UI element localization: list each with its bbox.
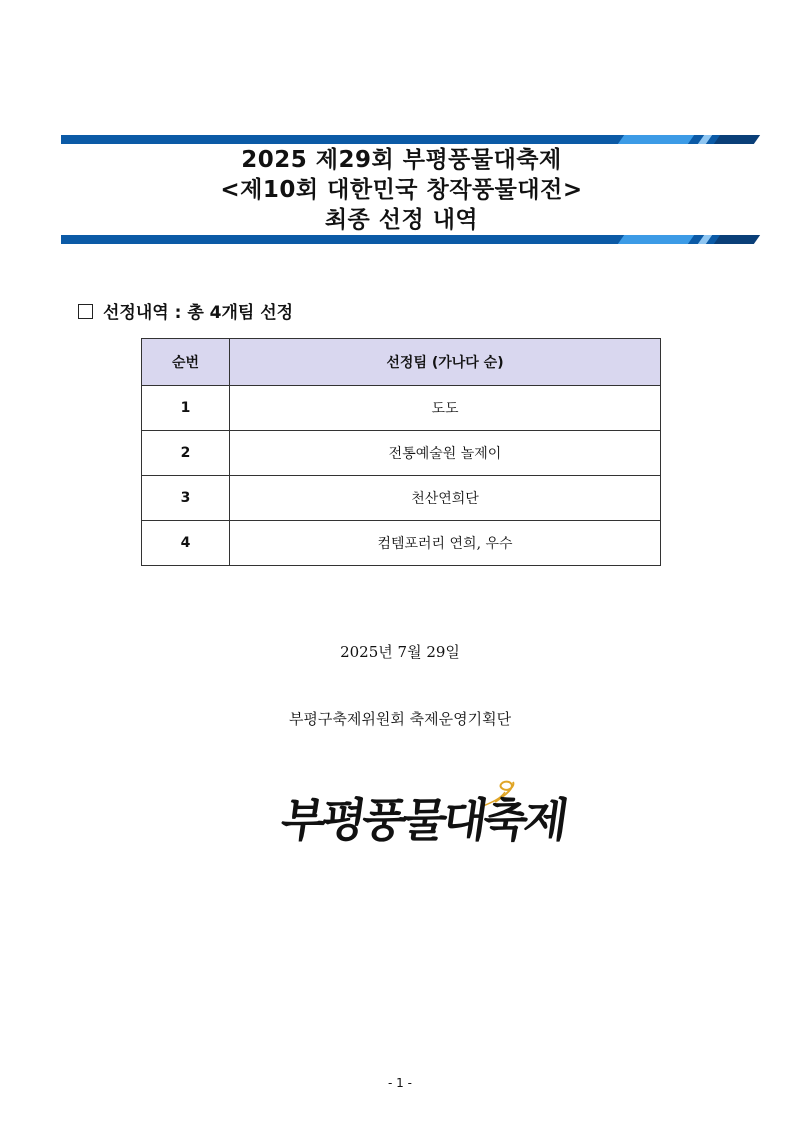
title-line-2: <제10회 대한민국 창작풍물대전>	[220, 177, 583, 203]
header-team: 선정팀 (가나다 순)	[230, 339, 661, 386]
row-team: 천산연희단	[230, 476, 661, 521]
title-line-1: 2025 제29회 부평풍물대축제	[241, 147, 562, 173]
table-row	[142, 476, 661, 521]
checkbox-square-icon	[78, 304, 93, 319]
row-team: 도도	[230, 386, 661, 431]
row-number: 4	[142, 521, 230, 566]
row-team: 컴템포러리 연희, 우수	[230, 521, 661, 566]
title-line-3: 최종 선정 내역	[324, 207, 479, 233]
title-bottom-bar	[61, 235, 742, 244]
festival-logo	[277, 780, 569, 852]
table-row	[142, 431, 661, 476]
table-row	[142, 521, 661, 566]
document-title	[61, 145, 742, 235]
row-number: 1	[142, 386, 230, 431]
row-number: 3	[142, 476, 230, 521]
selection-table	[141, 338, 661, 566]
organization-name: 부평구축제위원회 축제운영기획단	[288, 710, 512, 728]
section-heading	[78, 298, 293, 323]
page-number: - 1 -	[388, 1076, 412, 1090]
table-row	[142, 386, 661, 431]
section-heading-text: 선정내역 : 총 4개팀 선정	[103, 303, 294, 323]
row-team: 전통예술원 놀제이	[230, 431, 661, 476]
title-top-bar	[61, 135, 742, 144]
logo-calligraphy: 부평풍물대축제	[277, 793, 569, 847]
issue-date: 2025년 7월 29일	[340, 643, 460, 661]
table-header-row	[142, 339, 661, 386]
row-number: 2	[142, 431, 230, 476]
header-number: 순번	[142, 339, 230, 386]
